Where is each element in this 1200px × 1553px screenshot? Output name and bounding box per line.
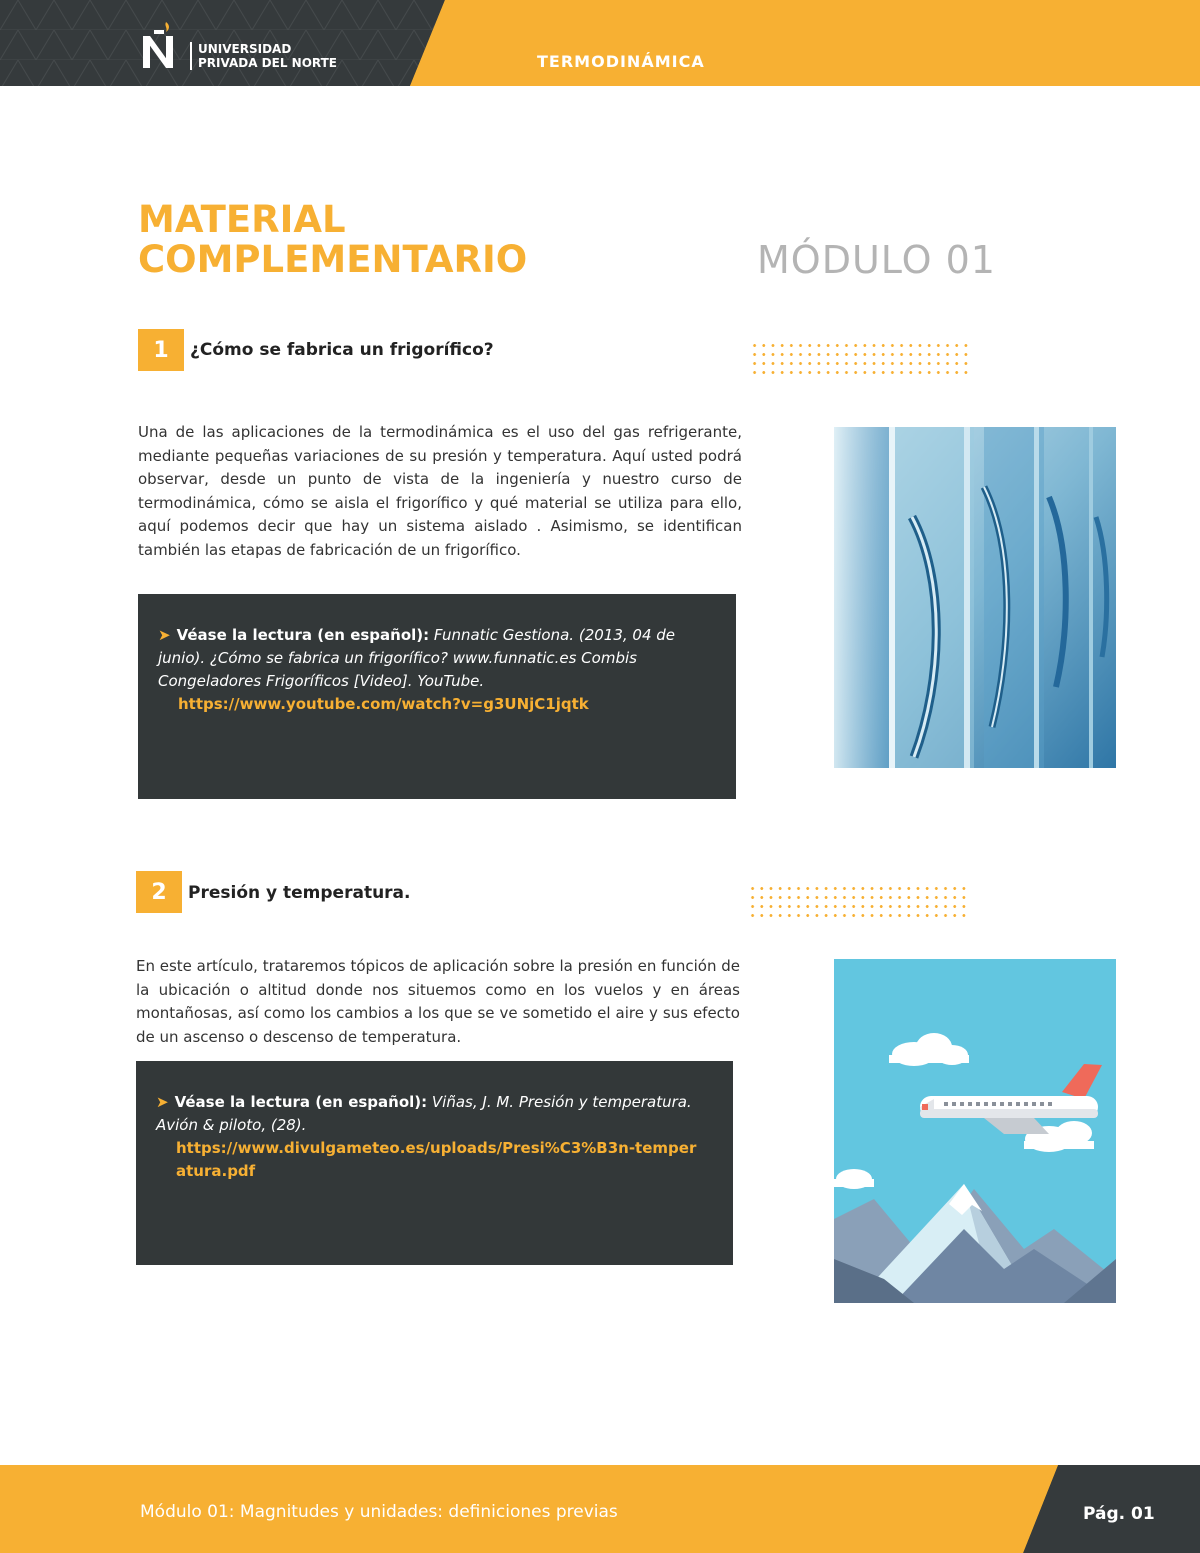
reference-citation: Funnatic Gestiona. (2013, 04 de junio). ¿Cómo se fabrica un frigorífico? www.funnatic.es Combis Congeladores Frigoríficos [Video]. YouTube. (158, 626, 676, 690)
dots-decoration (748, 884, 968, 920)
course-title: TERMODINÁMICA (537, 52, 705, 71)
logo-line-1: UNIVERSIDAD (198, 42, 292, 56)
logo-line-2: PRIVADA DEL NORTE (198, 56, 337, 70)
reference-link[interactable]: https://www.youtube.com/watch?v=g3UNjC1jqtk (178, 695, 589, 713)
university-name (190, 42, 337, 70)
module-title: MÓDULO 01 (757, 238, 996, 282)
section-2-paragraph: En este artículo, trataremos tópicos de aplicación sobre la presión en función de la ubicación o altitud donde nos situemos como en los vuelos y en áreas montañosas, así como los cambios a los que se ve sometido el aire y sus efecto de un ascenso o descenso de temperatura. (136, 957, 741, 1046)
reference-label: Véase la lectura (en español): (176, 626, 430, 644)
reference-label: Véase la lectura (en español): (174, 1093, 428, 1111)
university-logo-icon (140, 20, 180, 70)
title-line-2: COMPLEMENTARIO (138, 238, 528, 281)
section-1-paragraph: Una de las aplicaciones de la termodinámica es el uso del gas refrigerante, mediante pequeñas variaciones de su presión y temperatura. Aquí usted podrá observar, desde un punto de vista de la ingeniería y nuestro curso de termodinámica, cómo se aisla el frigorífico y qué material se utiliza para ello, aquí podemos decir que hay un sistema aislado . Asimismo, se identifican también las etapas de fabricación de un frigorífico. (138, 423, 742, 559)
section-2-number: 2 (136, 871, 182, 913)
fridge-doors-image (834, 427, 1116, 768)
dots-decoration (750, 341, 970, 377)
section-1-number: 1 (138, 329, 184, 371)
reference-box-1 (138, 594, 736, 799)
reference-box-2 (136, 1061, 733, 1265)
section-2-heading: Presión y temperatura. (188, 883, 411, 903)
section-1-heading: ¿Cómo se fabrica un frigorífico? (190, 340, 494, 360)
header-bar (0, 0, 1200, 86)
chevron-right-icon: ➤ (158, 626, 171, 644)
title-line-1: MATERIAL (138, 198, 346, 241)
page-number: Pág. 01 (1083, 1504, 1155, 1524)
page-title (138, 200, 527, 280)
chevron-right-icon: ➤ (156, 1093, 169, 1111)
footer-module-text: Módulo 01: Magnitudes y unidades: definiciones previas (140, 1502, 618, 1522)
reference-citation: Viñas, J. M. Presión y temperatura. Avión & piloto, (28). (156, 1093, 692, 1134)
airplane-mountains-image (834, 959, 1116, 1303)
reference-link[interactable]: https://www.divulgameteo.es/uploads/Presi%C3%B3n-temperatura.pdf (176, 1139, 697, 1180)
